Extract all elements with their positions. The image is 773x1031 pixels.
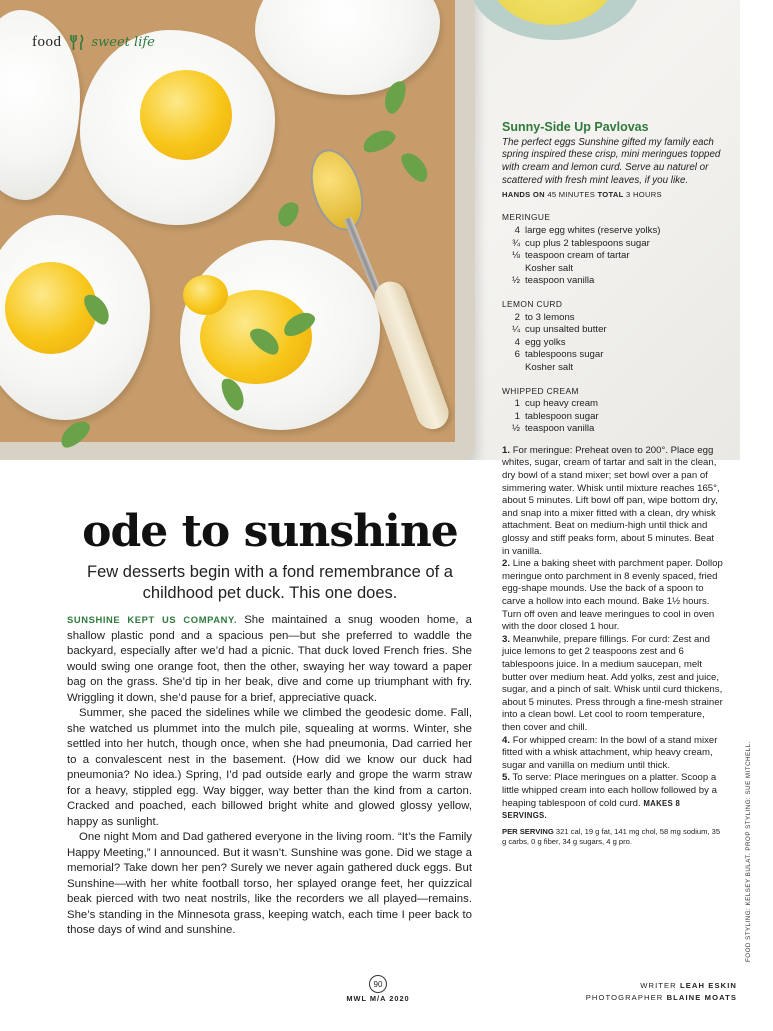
step-number: 5. [502, 772, 511, 784]
ingredient-text: Kosher salt [525, 361, 573, 373]
lemon-curd [183, 275, 228, 315]
ingredient-item [502, 275, 724, 288]
styling-credit: FOOD STYLING: KELSEY BULAT. PROP STYLING: SUE MITCHELL. [745, 741, 752, 962]
ingredient-heading: LEMON CURD [502, 298, 563, 309]
ingredient-text: cup heavy cream [525, 398, 599, 410]
body-paragraph: Summer, she paced the sidelines while we climbed the geodesic dome. Fall, she watched us plummet into the mulch pile, squealing at worms. Winter, she settled into her hutch, though once, when she had pneumonia, Dad carried her to a convalescent nest in the basement. (How did we know our duck had pneumonia? No idea.) Spring, I’d pad outside early and grope the warm straw for a heavy, stippled egg. Way bigger, way better than the kind from a carton. Cracked and poached, each billowed bright white and glowed glossy yellow, happy as sunlight. [67, 707, 472, 828]
article-body [67, 612, 472, 939]
ingredient-text: teaspoon vanilla [525, 275, 595, 287]
ingredient-text: teaspoon cream of tartar [525, 250, 630, 262]
ingredient-item [502, 225, 724, 238]
magazine-issue: MWL M/A 2020 [346, 994, 410, 1003]
recipe-times: HANDS ON 45 MINUTES TOTAL 3 HOURS [502, 189, 662, 199]
recipe-step [502, 634, 724, 735]
ingredient-text: egg yolks [525, 336, 566, 348]
recipe-column [502, 121, 724, 847]
step-number: 2. [502, 558, 511, 570]
lead-in: SUNSHINE KEPT US COMPANY. [67, 614, 238, 625]
ingredient-text: cup plus 2 tablespoons sugar [525, 237, 650, 249]
recipe-title: Sunny-Side Up Pavlovas [502, 120, 649, 134]
step-text: Meanwhile, prepare fillings. For curd: Zest and juice lemons to get 2 teaspoons zest and 6 tablespoons juice. In a medium saucepan, melt butter over medium heat. Add yolks, zest and juice, sugar, and a pinch of salt. Whisk until curd thickens, about 5 minutes. Press through a fine-mesh strainer into a clean bowl. Let cool to room temperature, then cover and chill. [502, 633, 723, 733]
ingredient-item [502, 362, 724, 375]
ingredient-item [502, 238, 724, 251]
recipe-step [502, 558, 724, 634]
ingredient-qty: 4 [514, 224, 520, 236]
recipe-yield: MAKES 8 SERVINGS. [502, 798, 681, 821]
ingredient-qty: 6 [514, 349, 520, 361]
ingredient-qty [502, 362, 525, 375]
ingredient-qty [502, 263, 525, 276]
ingredient-groups [502, 211, 724, 436]
ingredient-qty: 1 [514, 398, 520, 410]
lemon-curd [140, 70, 232, 160]
article-dek: Few desserts begin with a fond remembrance of a childhood pet duck. This one does. [87, 563, 453, 602]
ingredient-qty: 2 [514, 311, 520, 323]
ingredient-item [502, 423, 724, 436]
ingredient-heading: MERINGUE [502, 212, 551, 223]
step-number: 4. [502, 734, 511, 746]
ingredient-item [502, 312, 724, 325]
ingredient-text: cup unsalted butter [525, 324, 607, 336]
ingredient-text: tablespoon sugar [525, 410, 599, 422]
recipe-step [502, 735, 724, 773]
body-paragraph: SUNSHINE KEPT US COMPANY. She maintained a snug wooden home, a shallow plastic pond and a spacious pen—but she preferred to waddle the backyard, especially after we’d had a picnic. That duck loved French fries. She would swing one orange foot, then the other, swaying her way toward a paper bag on the grass. She’d tip in her beak, dive and come up triumphant with fry. Wriggling it down, she’d pause for a brief, appreciative quack. [67, 614, 472, 704]
section-tag [32, 33, 155, 51]
ingredient-text: to 3 lemons [525, 311, 575, 323]
section-food-label: food [32, 33, 62, 50]
page-number: 90 [369, 975, 387, 993]
step-number: 3. [502, 633, 511, 645]
recipe-step [502, 445, 724, 558]
step-text: Line a baking sheet with parchment paper. Dollop meringue onto parchment in 8 evenly spaced, fried egg-shape mounds. Use the back of a spoon to carve a hollow into each mound. Bake 1½ hours. Turn off oven and leave meringues to cool in oven with the door closed 1 hour. [502, 558, 723, 633]
ingredient-item [502, 324, 724, 337]
step-text: To serve: Place meringues on a platter. Scoop a little whipped cream into each hollow followed by a heaping tablespoon of cold curd. [502, 772, 717, 809]
ingredient-qty: 4 [514, 336, 520, 348]
article-title: ode to sunshine [82, 506, 458, 557]
ingredient-item [502, 263, 724, 276]
ingredient-item [502, 411, 724, 424]
ingredient-text: Kosher salt [525, 262, 573, 274]
ingredient-item [502, 349, 724, 362]
recipe-intro: The perfect eggs Sunshine gifted my family each spring inspired these crisp, mini meringues topped with cream and lemon curd. Serve au naturel or scattered with fresh mint leaves, if you like. [502, 136, 721, 186]
ingredient-qty: ¼ [511, 324, 520, 336]
ingredient-item [502, 250, 724, 263]
lemon-curd [5, 262, 97, 354]
ingredient-qty: ½ [511, 275, 520, 287]
ingredient-qty: ¾ [511, 237, 520, 249]
step-text: For whipped cream: In the bowl of a stand mixer fitted with a whisk attachment, whip heavy cream, sugar and vanilla on medium until thick. [502, 734, 718, 771]
ingredient-qty: ½ [511, 423, 520, 435]
ingredient-heading: WHIPPED CREAM [502, 385, 579, 396]
recipe-steps [502, 445, 724, 823]
ingredient-qty: 1 [514, 410, 520, 422]
step-text: For meringue: Preheat oven to 200°. Place egg whites, sugar, cream of tartar and salt in the clean, dry bowl of a stand mixer; set bowl over a pan of simmering water. Whisk until mixture reaches 165°, about 5 minutes. Lift bowl off pan, wipe bottom dry, and snap into a mixer fitted with a clean, dry whisk attachment. Beat on medium-high until thick and glossy and stiff peaks form, about 5 minutes. Beat in vanilla. [502, 444, 720, 557]
recipe-step [502, 772, 724, 822]
section-life-label: sweet life [91, 34, 155, 50]
fork-knife-icon [68, 33, 86, 51]
ingredient-text: large egg whites (reserve yolks) [525, 224, 661, 236]
contributor-credits: WRITER LEAH ESKIN PHOTOGRAPHER BLAINE MOATS [585, 981, 737, 1002]
body-paragraph: One night Mom and Dad gathered everyone in the living room. “It’s the Family Happy Meeting,” I announced. But it wasn’t. Sunshine was gone. Did we stage a memorial? Take down her pen? Surely we never again gathered duck eggs. But Sunshine—with her white football torso, her splayed orange feet, her quizzical beak pierced with two neat nostrils, like the recorders we all played—remains. She’s standing in the Minnesota grass, keeping watch, each time I peer back to those days of wind and sunshine. [67, 831, 472, 936]
ingredient-text: teaspoon vanilla [525, 423, 595, 435]
ingredient-item [502, 398, 724, 411]
ingredient-qty: ⅛ [511, 250, 520, 262]
nutrition-info: PER SERVING 321 cal, 19 g fat, 141 mg chol, 58 mg sodium, 35 g carbs, 0 g fiber, 34 g sugars, 4 g pro. [502, 826, 721, 846]
ingredient-text: tablespoons sugar [525, 349, 604, 361]
step-number: 1. [502, 444, 511, 456]
ingredient-item [502, 337, 724, 350]
